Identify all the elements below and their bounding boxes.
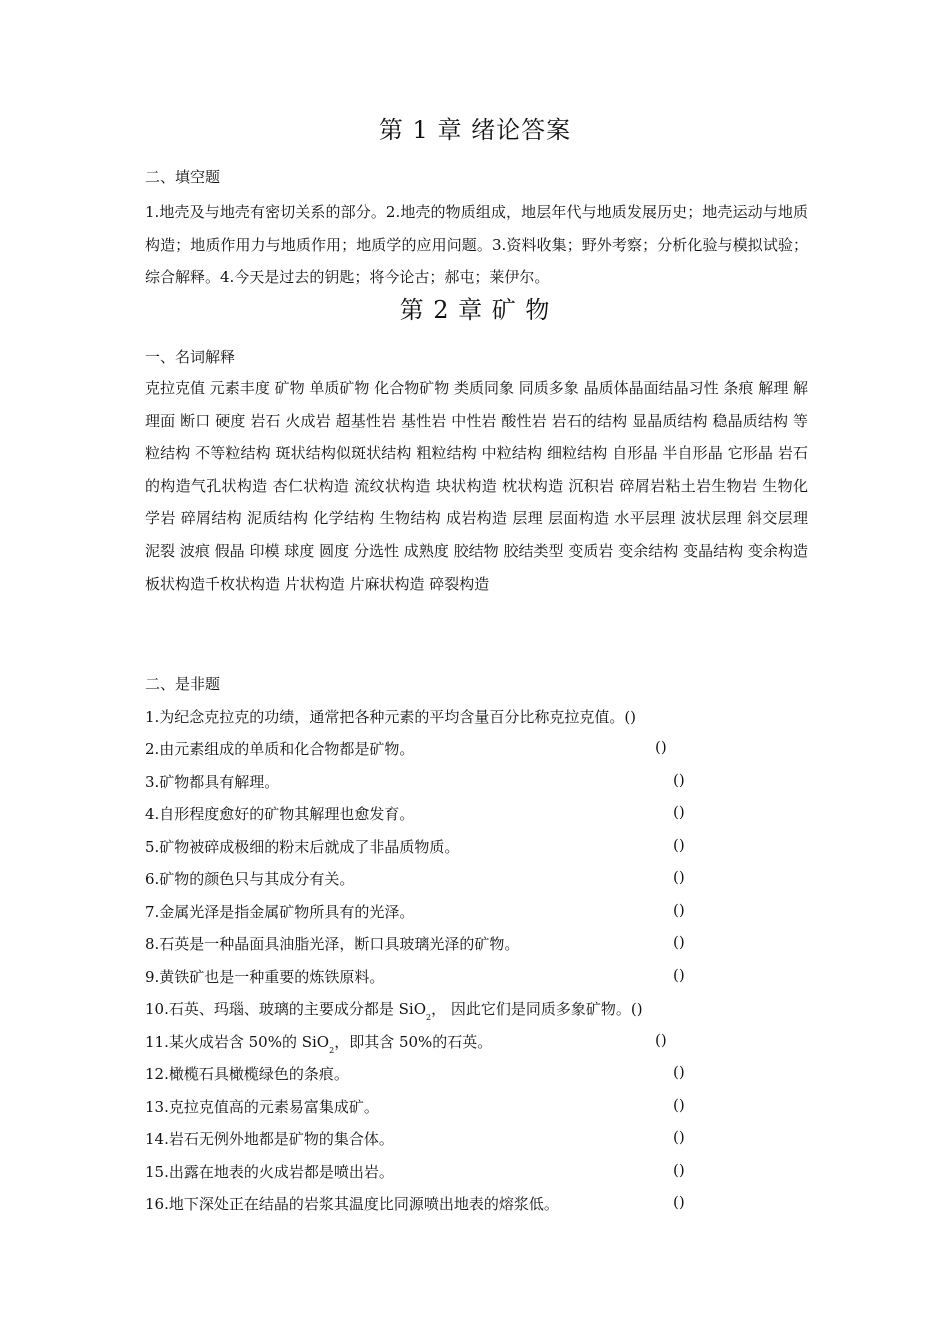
tf-question-16: 16.地下深处正在结晶的岩浆其温度比同源喷出地表的熔浆低。	[145, 1195, 559, 1213]
chapter-1-title: 第 1 章 绪论答案	[378, 116, 572, 144]
subscript: 2	[426, 1013, 432, 1022]
tf-question-2: 2.由元素组成的单质和化合物都是矿物。	[145, 740, 415, 758]
section-terms-heading: 一、名词解释	[145, 348, 236, 366]
tf-question-4: 4.自形程度愈好的矿物其解理也愈发育。	[145, 805, 415, 823]
answer-paren: ()	[673, 836, 685, 854]
answer-paren: ()	[673, 1193, 685, 1211]
answer-paren: ()	[673, 901, 685, 919]
tf-question-3: 3.矿物都具有解理。	[145, 773, 280, 791]
tf-question-10: 10.石英、玛瑙、玻璃的主要成分都是 SiO$_2$， 因此它们是同质多象矿物。()	[145, 1000, 643, 1022]
answer-paren: ()	[630, 1000, 643, 1018]
tf-question-6: 6.矿物的颜色只与其成分有关。	[145, 870, 355, 888]
tf-question-8: 8.石英是一种晶面具油脂光泽，断口具玻璃光泽的矿物。	[145, 935, 520, 953]
answer-paren: ()	[673, 868, 685, 886]
tf-question-9: 9.黄铁矿也是一种重要的炼铁原料。	[145, 968, 385, 986]
answer-paren: ()	[673, 1096, 685, 1114]
chapter-2-title: 第 2 章 矿 物	[399, 296, 551, 324]
fill-blank-answers: 1.地壳及与地壳有密切关系的部分。2.地壳的物质组成，地层年代与地质发展历史；地壳运动与地质构造；地质作用力与地质作用；地质学的应用问题。3.资料收集；野外考察；分析化验与模拟试验；综合解释。4.今天是过去的钥匙；将今论古；郝屯；莱伊尔。	[145, 203, 808, 287]
answer-paren: ()	[673, 1063, 685, 1081]
answer-paren: ()	[673, 771, 685, 789]
answer-paren: ()	[673, 933, 685, 951]
tf-question-1: 1.为纪念克拉克的功绩，通常把各种元素的平均含量百分比称克拉克值。()	[145, 708, 637, 726]
section-true-false-heading: 二、是非题	[145, 675, 221, 693]
subscript: 2	[329, 1046, 335, 1055]
answer-paren: ()	[673, 1128, 685, 1146]
tf-question-5: 5.矿物被碎成极细的粉末后就成了非晶质物质。	[145, 838, 460, 856]
answer-paren: ()	[655, 738, 667, 756]
section-fill-blank-heading: 二、填空题	[145, 168, 221, 186]
answer-paren: ()	[673, 1161, 685, 1179]
tf-question-15: 15.出露在地表的火成岩都是喷出岩。	[145, 1163, 394, 1181]
tf-question-7: 7.金属光泽是指金属矿物所具有的光泽。	[145, 903, 415, 921]
terms-list: 克拉克值 元素丰度 矿物 单质矿物 化合物矿物 类质同象 同质多象 晶质体晶面结晶习性 条痕 解理 解理面 断口 硬度 岩石 火成岩 超基性岩 基性岩 中性岩 酸性岩 岩石的结构 显晶质结构 稳晶质结构 等粒结构 不等粒结构 斑状结构似斑状结构 粗粒结构 中粒结构 细粒结构 自形晶 半自形晶 它形晶 岩石的构造气孔状构造 杏仁状构造 流纹状构造 块状构造 枕状构造 沉积岩 碎屑岩粘土岩生物岩 生物化学岩 碎屑结构 泥质结构 化学结构 生物结构 成岩构造 层理 层面构造 水平层理 波状层理 斜交层理 泥裂 波痕 假晶 印模 球度 圆度 分选性 成熟度 胶结物 胶结类型 变质岩 变余结构 变晶结构 变余构造 板状构造千枚状构造 片状构造 片麻状构造 碎裂构造	[145, 379, 808, 593]
answer-paren: ()	[673, 803, 685, 821]
tf-question-12: 12.橄榄石具橄榄绿色的条痕。	[145, 1065, 349, 1083]
tf-question-11: 11.某火成岩含 50%的 SiO$_2$，即其含 50%的石英。	[145, 1033, 493, 1055]
answer-paren: ()	[624, 708, 637, 726]
tf-question-13: 13.克拉克值高的元素易富集成矿。	[145, 1098, 379, 1116]
answer-paren: ()	[655, 1031, 667, 1049]
answer-paren: ()	[673, 966, 685, 984]
tf-question-14: 14.岩石无例外地都是矿物的集合体。	[145, 1130, 394, 1148]
